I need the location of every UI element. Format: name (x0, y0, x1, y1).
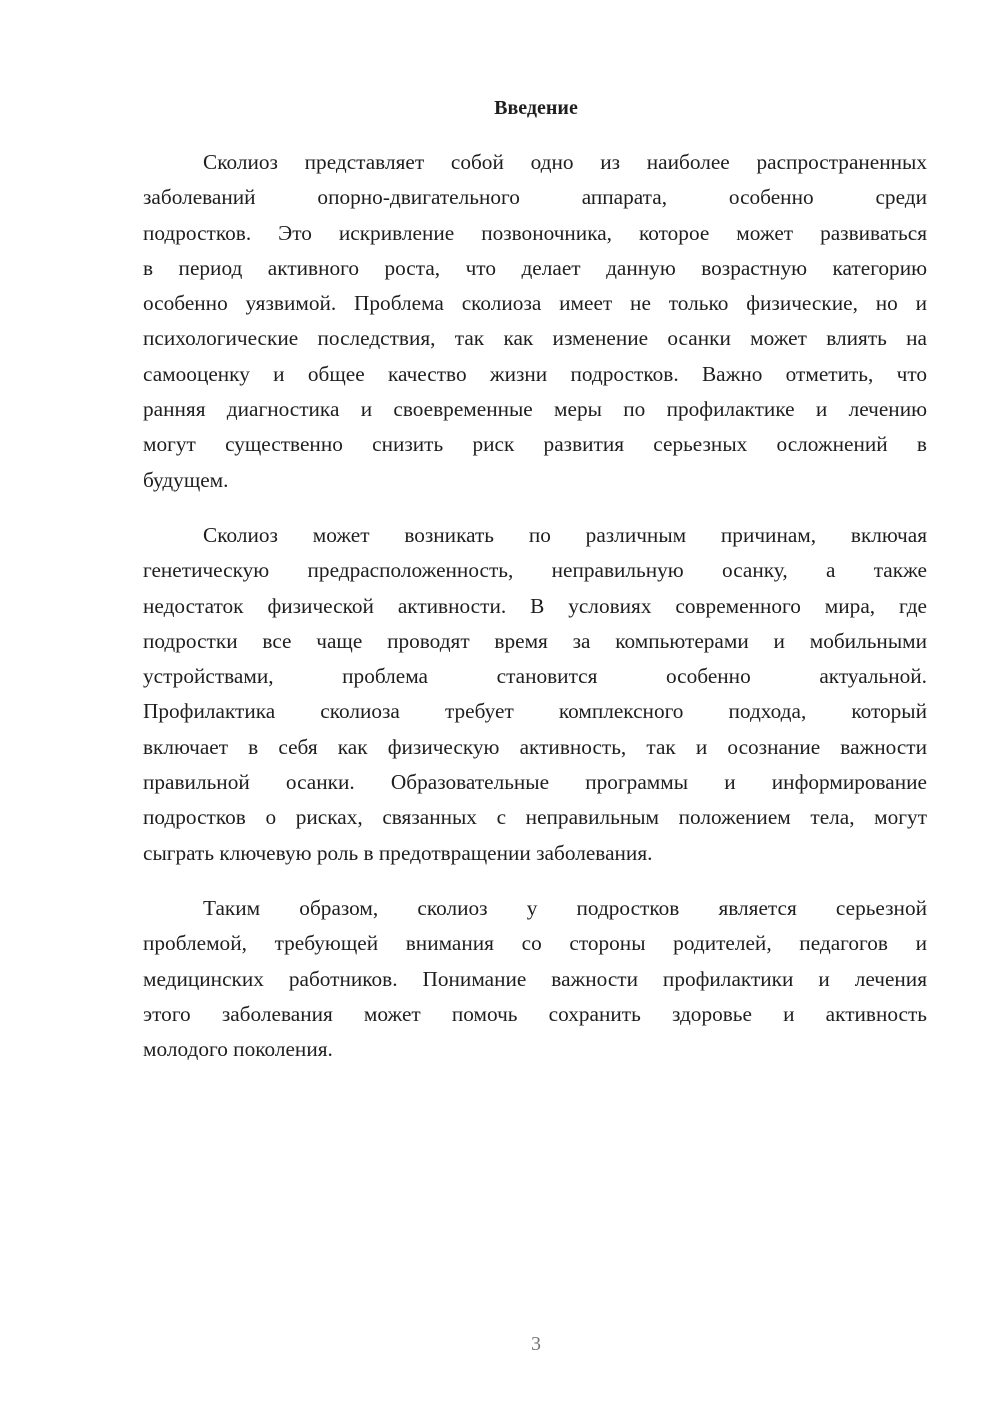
paragraph (143, 518, 927, 871)
text-line: проблемой, требующей внимания со стороны родителей, педагогов и (143, 931, 927, 956)
text-line: молодого поколения. (143, 1037, 333, 1062)
text-line: Сколиоз представляет собой одно из наиболее распространенных (203, 150, 927, 174)
text-line: правильной осанки. Образовательные программы и информирование (143, 770, 927, 795)
text-line: особенно уязвимой. Проблема сколиоза имеет не только физические, но и (143, 291, 927, 316)
text-line: сыграть ключевую роль в предотвращении заболевания. (143, 840, 653, 865)
text-line: подростки все чаще проводят время за компьютерами и мобильными (143, 628, 927, 653)
text-line: подростков. Это искривление позвоночника, которое может развиваться (143, 220, 927, 245)
text-line: будущем. (143, 467, 229, 492)
section-title: Введение (494, 97, 578, 119)
text-line: психологические последствия, так как изменение осанки может влиять на (143, 326, 927, 351)
text-line: включает в себя как физическую активность, так и осознание важности (143, 734, 927, 759)
text-line: в период активного роста, что делает данную возрастную категорию (143, 255, 927, 280)
text-line: устройствами, проблема становится особенно актуальной. (143, 664, 927, 689)
text-line: заболеваний опорно-двигательного аппарата, особенно среди (143, 185, 927, 210)
text-line: подростков о рисках, связанных с неправильным положением тела, могут (143, 805, 927, 830)
text-line: Сколиоз может возникать по различным причинам, включая (203, 522, 927, 547)
text-line: могут существенно снизить риск развития серьезных осложнений в (143, 432, 927, 457)
document-body (143, 145, 927, 1087)
text-line: медицинских работников. Понимание важности профилактики и лечения (143, 966, 927, 991)
text-line: самооценку и общее качество жизни подростков. Важно отметить, что (143, 361, 927, 386)
paragraph (143, 145, 927, 498)
paragraph (143, 891, 927, 1067)
text-line: недостаток физической активности. В условиях современного мира, где (143, 593, 927, 618)
page-number: 3 (531, 1333, 541, 1355)
text-line: этого заболевания может помочь сохранить здоровье и активность (143, 1001, 927, 1026)
text-line: Профилактика сколиоза требует комплексного подхода, который (143, 699, 927, 724)
text-line: генетическую предрасположенность, неправильную осанку, а также (143, 558, 927, 583)
text-line: Таким образом, сколиоз у подростков является серьезной (203, 895, 927, 920)
text-line: ранняя диагностика и своевременные меры по профилактике и лечению (143, 397, 927, 422)
